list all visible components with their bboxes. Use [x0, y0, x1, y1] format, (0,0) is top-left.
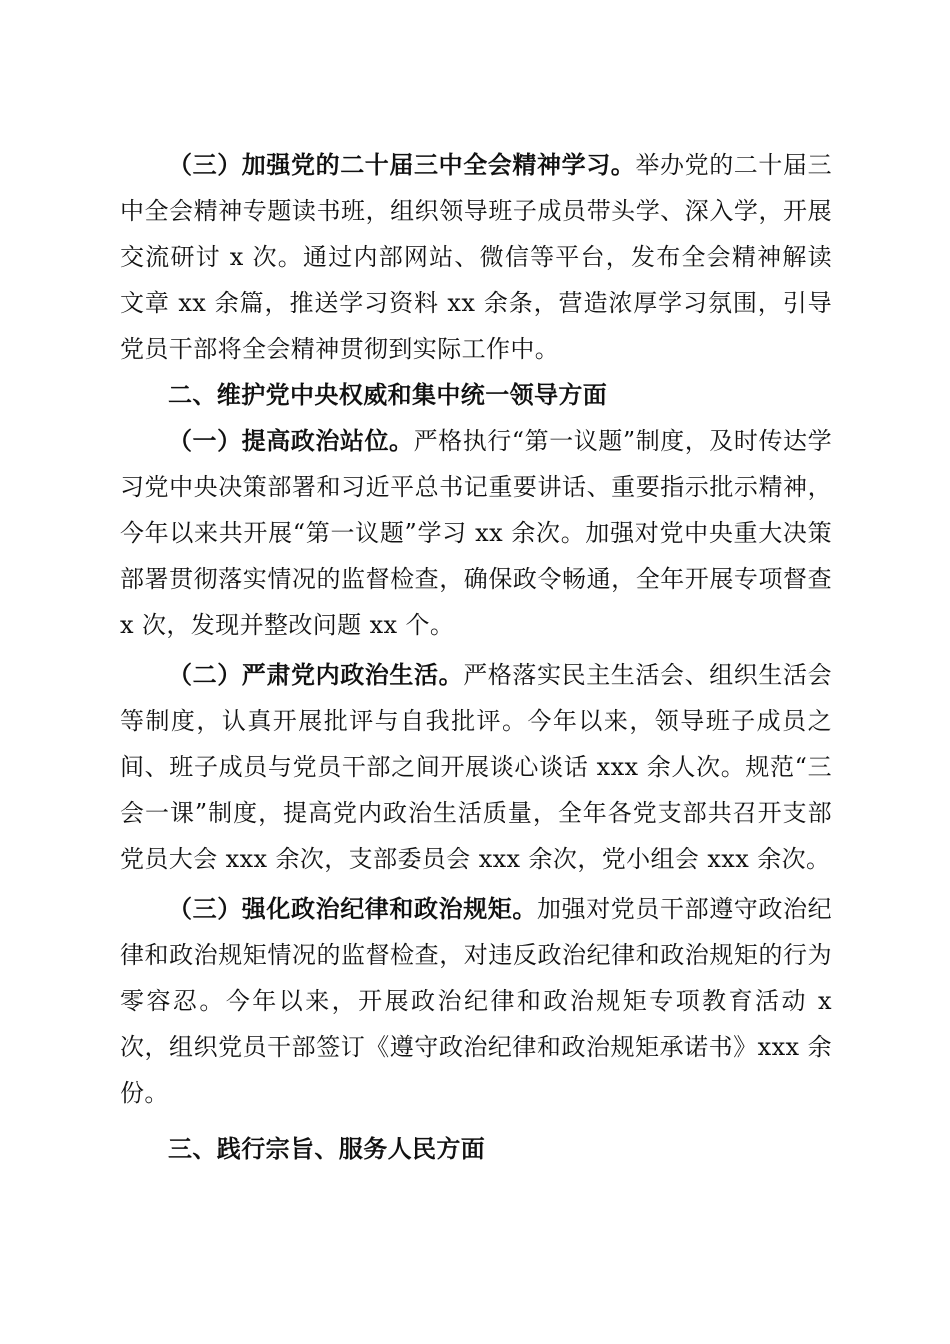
paragraph-text: 严格落实民主生活会、组织生活会等制度，认真开展批评与自我批评。今年以来，领导班子成员之间、班子成员与党员干部之间开展谈心谈话 xxx 余人次。规范“三会一课”制度，提高党内政治生活质量，全年各党支部共召开支部党员大会 xxx 余次，支部委员会 xxx 余次，党小组会 xxx 余次。 [120, 661, 832, 873]
paragraph-lead: （三）加强党的二十届三中全会精神学习。 [168, 151, 636, 179]
paragraph-text: 加强对党员干部遵守政治纪律和政治规矩情况的监督检查，对违反政治纪律和政治规矩的行为零容忍。今年以来，开展政治纪律和政治规矩专项教育活动 x 次，组织党员干部签订《遵守政治纪律和政治规矩承诺书》xxx 余份。 [120, 895, 832, 1107]
paragraph-lead: （一）提高政治站位。 [168, 427, 414, 455]
paragraph-study-plenum [120, 142, 832, 372]
paragraph-political-stance [120, 418, 832, 648]
paragraph-text: 举办党的二十届三中全会精神专题读书班，组织领导班子成员带头学、深入学，开展交流研讨 x 次。通过内部网站、微信等平台，发布全会精神解读文章 xx 余篇，推送学习资料 xx 余条，营造浓厚学习氛围，引导党员干部将全会精神贯彻到实际工作中。 [120, 151, 832, 363]
paragraph-lead: （三）强化政治纪律和政治规矩。 [168, 895, 537, 923]
paragraph-political-discipline [120, 886, 832, 1116]
document-body [120, 142, 832, 1172]
section-heading-3: 三、践行宗旨、服务人民方面 [168, 1135, 486, 1163]
paragraph-political-life [120, 652, 832, 882]
paragraph-lead: （二）严肃党内政治生活。 [168, 661, 464, 689]
section-heading-2: 二、维护党中央权威和集中统一领导方面 [168, 381, 608, 409]
paragraph-text: 严格执行“第一议题”制度，及时传达学习党中央决策部署和习近平总书记重要讲话、重要指示批示精神，今年以来共开展“第一议题”学习 xx 余次。加强对党中央重大决策部署贯彻落实情况的监督检查，确保政令畅通，全年开展专项督查 x 次，发现并整改问题 xx 个。 [120, 427, 832, 639]
